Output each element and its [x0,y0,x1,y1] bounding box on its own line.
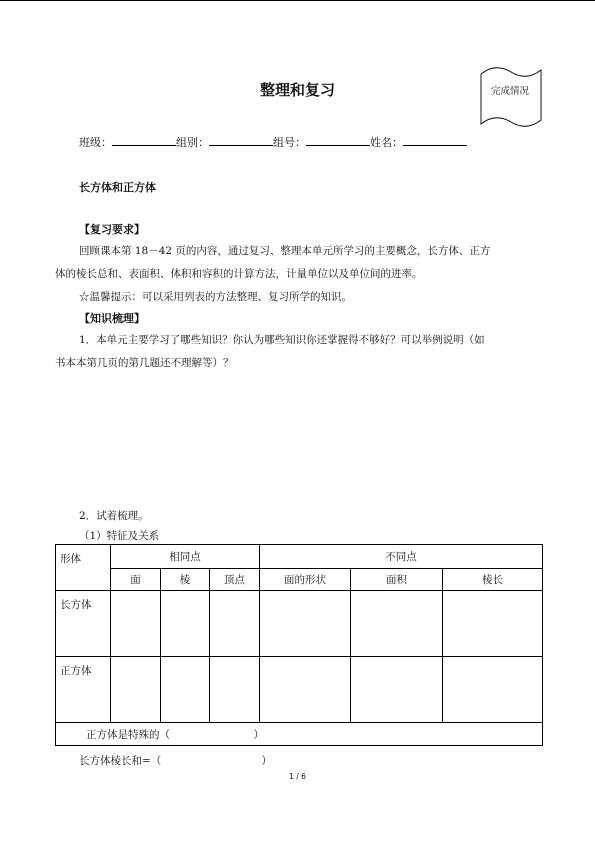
cuboid-face-cell[interactable] [111,591,161,657]
subheader-edge: 棱 [161,569,210,591]
review-requirements-line1: 回顾课本第 18－42 页的内容，通过复习、整理本单元所学习的主要概念，长方体、正方 [79,245,491,257]
class-label: 班级： [79,136,112,149]
cube-area-cell[interactable] [351,657,443,723]
cube-face-shape-cell[interactable] [260,657,351,723]
subheader-vertex: 顶点 [210,569,260,591]
class-blank[interactable] [112,135,176,146]
group-label: 组别： [176,136,209,149]
cube-face-cell[interactable] [111,657,161,723]
top-border-line [0,0,595,1]
name-label: 姓名： [370,136,403,149]
page-number: 1 / 6 [289,772,306,781]
knowledge-heading: 【知识梳理】 [79,312,145,325]
subheader-face-area: 面积 [351,569,443,591]
name-blank[interactable] [403,135,467,146]
review-requirements-heading: 【复习要求】 [79,223,145,236]
table-note-row[interactable]: 正方体是特殊的（ ） [56,723,543,746]
header-same-points: 相同点 [111,545,260,569]
cuboid-edge-cell[interactable] [161,591,210,657]
student-info-row [79,134,467,150]
unit-title: 长方体和正方体 [79,181,156,194]
question1-line2: 书本本第几页的第几题还不理解等）？ [55,357,234,369]
group-number-blank[interactable] [306,135,370,146]
group-number-label: 组号： [273,136,306,149]
cuboid-edge-sum-line[interactable]: 长方体棱长和=（ ） [79,755,272,767]
review-requirements-line2: 体的棱长总和、表面积、体积和容积的计算方法，计量单位以及单位间的进率。 [55,268,423,280]
cuboid-edge-length-cell[interactable] [443,591,543,657]
cuboid-vertex-cell[interactable] [210,591,260,657]
header-shape: 形体 [56,545,111,591]
review-tip: ☆温馨提示：可以采用列表的方法整理、复习所学的知识。 [79,291,352,303]
question2-sub1: （1）特征及关系 [79,530,160,542]
row-label-cube: 正方体 [56,657,111,723]
cube-edge-cell[interactable] [161,657,210,723]
header-diff-points: 不同点 [260,545,543,569]
question2: 2．试着梳理。 [79,510,149,522]
scroll-shape-icon [477,66,543,128]
cuboid-area-cell[interactable] [351,591,443,657]
group-blank[interactable] [209,135,273,146]
question1-line1: 1．本单元主要学习了哪些知识？你认为哪些知识你还掌握得不够好？可以举例说明（如 [79,334,485,346]
row-label-cuboid: 长方体 [56,591,111,657]
cube-edge-length-cell[interactable] [443,657,543,723]
subheader-face-shape: 面的形状 [260,569,351,591]
completion-status-label: 完成情况 [490,86,529,97]
subheader-edge-length: 棱长 [443,569,543,591]
subheader-face: 面 [111,569,161,591]
features-relations-table [55,544,543,746]
completion-status-scroll [477,66,543,128]
cube-vertex-cell[interactable] [210,657,260,723]
page-title: 整理和复习 [259,81,335,99]
cuboid-face-shape-cell[interactable] [260,591,351,657]
